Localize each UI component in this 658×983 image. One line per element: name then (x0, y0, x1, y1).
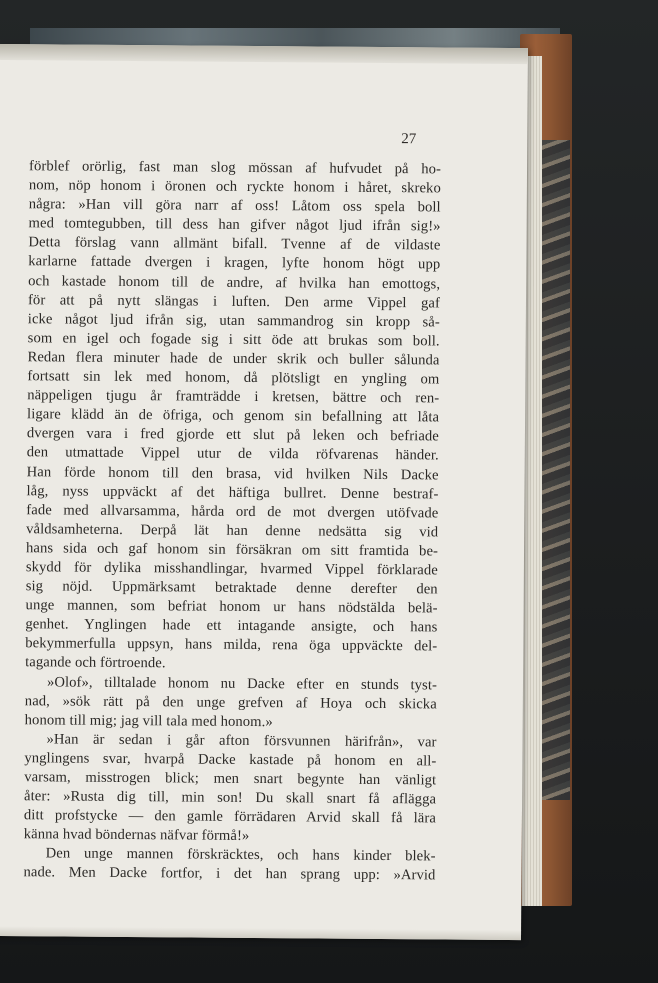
book-page (0, 44, 528, 940)
marbled-endpaper (540, 140, 570, 800)
text-line: förblef orörlig, fast man slog mössan af hufvudet på ho- (28, 158, 442, 178)
page-number: 27 (401, 131, 417, 148)
text-line: bekymmerfulla uppsyn, hans milda, rena öga uppväckte del- (25, 635, 438, 655)
text-line: den utmattade Vippel utur de vilda röfvarenas händer. (26, 444, 439, 464)
text-line: Han förde honom till den brasa, vid hvilken Nils Dacke (26, 463, 439, 483)
text-line: med tomtegubben, till dess han gifver något ljud ifrån sig!» (28, 215, 441, 235)
text-line: Detta förslag vann allmänt bifall. Tvenne af de vildaste (28, 234, 441, 254)
text-line: honom till mig; jag vill tala med honom.» (24, 711, 273, 730)
text-line: tagande och förtroende. (25, 654, 166, 672)
text-line: ligare klädd än de öfriga, och genom sin befallning att låta (27, 406, 440, 426)
text-line: låg, nyss uppväckt af det häftiga bullret. Denne bestraf- (26, 482, 439, 503)
page-gutter-shadow (0, 44, 528, 64)
page-text (23, 157, 441, 886)
text-line: känna hvad böndernas näfvar förmå!» (23, 826, 250, 845)
text-line: några: »Han vill göra narr af oss! Låtom oss spela boll (28, 196, 441, 216)
text-line: näppeligen tjugu år framträdde i kretsen, bättre och ren- (27, 387, 440, 407)
text-line: sig nöjd. Uppmärksamt betraktade denne derefter den (25, 578, 438, 598)
text-line: som en igel och fogade sig i sitt öde att brukas som boll. (27, 330, 440, 350)
text-line: dvergen vara i fred gjorde ett slut på leken och befriade (26, 425, 439, 445)
text-line: varsam, misstrogen blick; men snart begynte han vänligt (24, 769, 437, 789)
text-line: genhet. Ynglingen hade ett intagande ansigte, och hans (25, 616, 438, 636)
text-line: fade med allvarsamma, hårda ord de mot dvergen utöfvade (26, 501, 439, 522)
text-line: »Olof», tilltalade honom nu Dacke efter en stunds tyst- (46, 673, 438, 693)
text-line: skydd för dylika misshandlingar, hvarmed Vippel förklarade (25, 559, 438, 579)
text-line: för att på nytt slängas i luften. Den arme Vippel gaf (27, 291, 441, 312)
text-line: nade. Men Dacke fortfor, i det han sprang upp: »Arvid (23, 864, 436, 884)
text-line: åter: »Rusta dig till, min son! Du skall snart få aflägga (24, 788, 437, 808)
text-line: ynglingens svar, hvarpå Dacke kastade på honom en all- (24, 750, 437, 770)
text-line: och kastade honom till de andre, af hvilka han emottogs, (28, 272, 441, 293)
text-line: ditt profstycke — den gamle förrädaren Arvid skall få lära (23, 807, 436, 827)
text-line: nom, nöp honom i öronen och ryckte honom i håret, skreko (28, 177, 441, 197)
text-line: Redan flera minuter hade de under skrik och buller sålunda (27, 349, 440, 369)
text-line: våldsamheterna. Derpå lät han denne nedsätta sig vid (26, 521, 439, 541)
text-line: hans sida och gaf honom sin försäkran om sitt framtida be- (25, 540, 439, 560)
page-bottom-edge (0, 926, 521, 940)
text-line: nad, »sök rätt på den unge grefven af Hoya och skicka (24, 692, 437, 713)
text-line: unge mannen, som befriat honom ur hans nödstälda belä- (25, 597, 438, 617)
text-line: »Han är sedan i går afton försvunnen härifrån», var (46, 731, 437, 751)
text-line: Den unge mannen förskräcktes, och hans kinder blek- (45, 845, 436, 865)
text-line: karlarne fattade dvergen i kragen, lyfte honom högt upp (28, 253, 441, 273)
text-line: icke något ljud ifrån sig, utan sammandrog sin kropp så- (27, 310, 440, 331)
text-line: fortsatt sin lek med honom, då plötsligt en yngling om (27, 368, 440, 388)
